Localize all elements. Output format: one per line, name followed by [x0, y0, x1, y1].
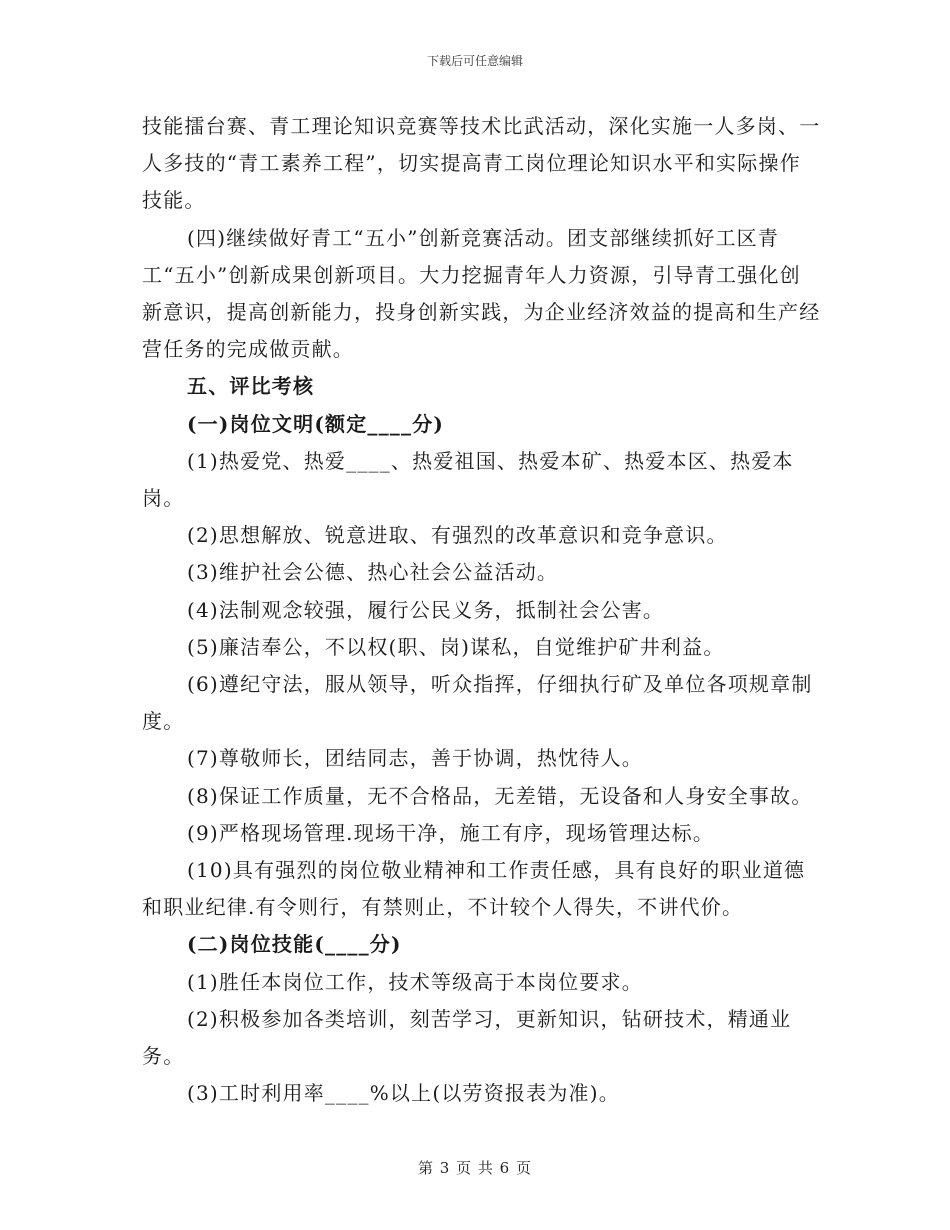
list-item-4: (4)法制观念较强，履行公民义务，抵制社会公害。: [187, 597, 665, 622]
list-item-8: (8)保证工作质量，无不合格品，无差错，无设备和人身安全事故。: [187, 783, 813, 808]
list-item-7: (7)尊敬师长，团结同志，善于协调，热忱待人。: [187, 746, 643, 771]
page-header: 下载后可任意编辑: [426, 54, 523, 68]
list-item-9: (9)严格现场管理.现场干净，施工有序，现场管理达标。: [187, 820, 715, 845]
paragraph-2: (四)继续做好青工“五小”创新竞赛活动。团支部继续抓好工区青工“五小”创新成果创新项目。大力挖掘青年人力资源，引导青工强化创新意识，提高创新能力，投身创新实践，为企业经济效益的提高和生产经营任务的完成做贡献。: [142, 225, 821, 362]
page-footer: 第 3 页 共 6 页: [418, 1159, 532, 1177]
document-body: [142, 108, 822, 1112]
list-item-6: (6)遵纪守法，服从领导，听众指挥，仔细执行矿及单位各项规章制度。: [142, 672, 813, 734]
skill-item-2: (2)积极参加各类培训，刻苦学习，更新知识，钻研技术，精通业务。: [142, 1006, 792, 1069]
skill-item-3: (3)工时利用率____%以上(以劳资报表为准)。: [187, 1081, 620, 1106]
list-item-5: (5)廉洁奉公，不以权(职、岗)谋私，自觉维护矿井利益。: [187, 634, 725, 659]
list-item-10: (10)具有强烈的岗位敬业精神和工作责任感，具有良好的职业道德和职业纪律.有令则行，有禁则止，不计较个人得失，不讲代价。: [142, 858, 806, 920]
subsection-heading-1: (一)岗位文明(额定____分): [187, 411, 445, 436]
skill-item-1: (1)胜任本岗位工作，技术等级高于本岗位要求。: [187, 969, 643, 994]
subsection-heading-2: (二)岗位技能(____分): [187, 932, 402, 957]
section-heading-5: 五、评比考核: [187, 374, 315, 399]
paragraph-1: 技能擂台赛、青工理论知识竞赛等技术比武活动，深化实施一人多岗、一人多技的“青工素养工程”，切实提高青工岗位理论知识水平和实际操作技能。: [142, 114, 821, 213]
list-item-1: (1)热爱党、热爱____、热爱祖国、热爱本矿、热爱本区、热爱本岗。: [142, 448, 794, 511]
list-item-2: (2)思想解放、锐意进取、有强烈的改革意识和竞争意识。: [187, 523, 728, 548]
list-item-3: (3)维护社会公德、热心社会公益活动。: [187, 560, 559, 585]
